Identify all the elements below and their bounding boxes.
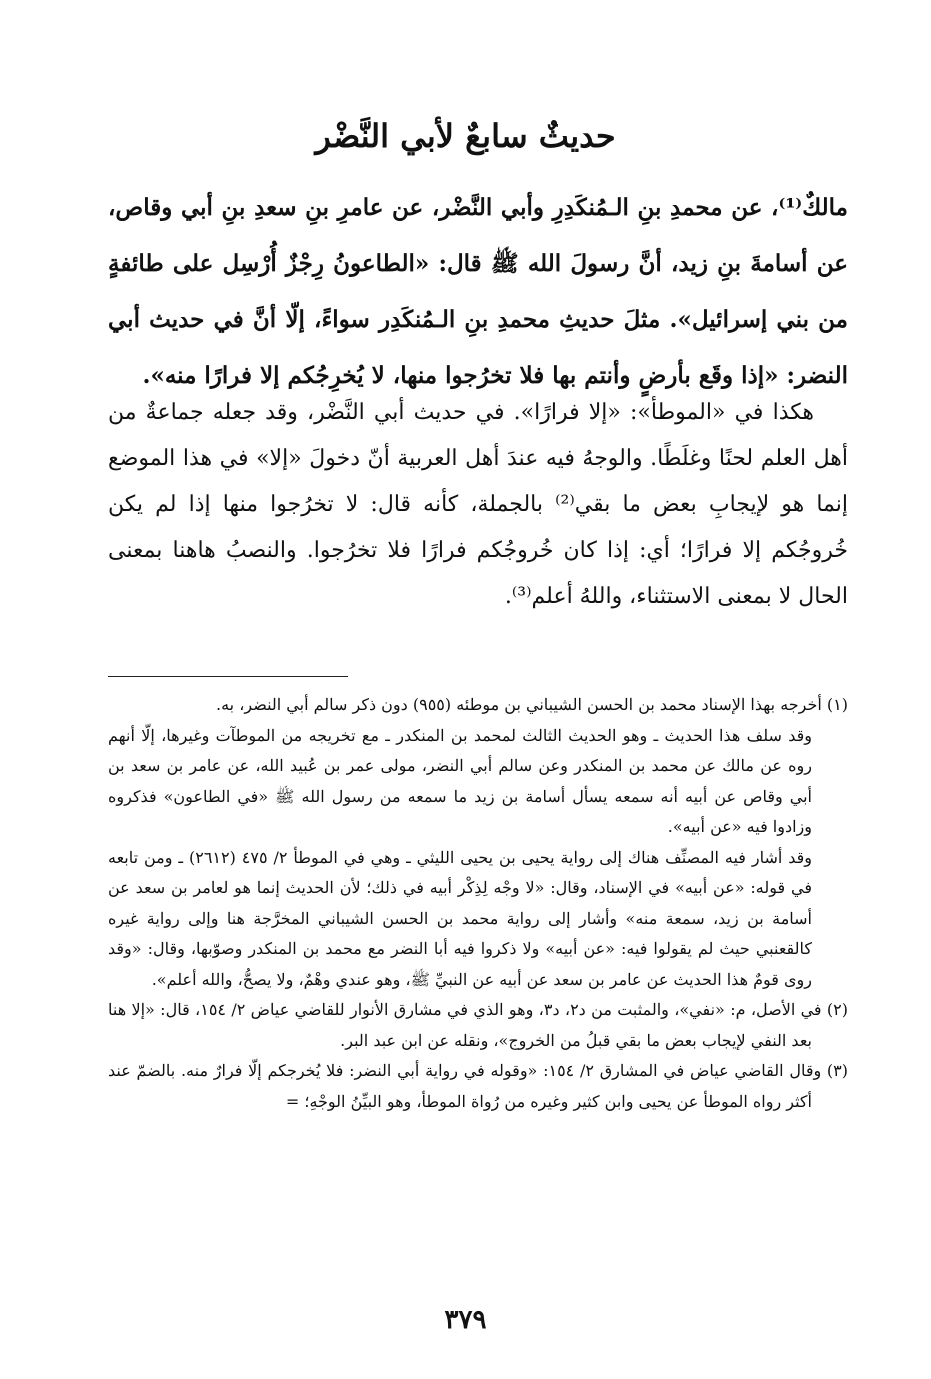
footnote-1-paragraph-3: وقد أشار فيه المصنِّف هناك إلى رواية يحيى بن يحيى الليثي ـ وهي في الموطأ ٢/ ٤٧٥ (٢٦١٢) ـ ومن تابعه في قوله: «عن أبيه» في الإسناد، وقال: «لا وجْه لِذِكْر أبيه في ذلك؛ لأن الحديث إنما هو لعامر بن سعد عن أسامة بن زيد، سمعة منه» وأشار إلى رواية محمد بن الحسن الشيباني المخرَّجة هنا وإلى رواية غيره كالقعنبي حيث لم يقولوا فيه: «عن أبيه» ولا ذكروا فيه أبا النضر مع محمد بن المنكدر وصوّبها، وقال: «وقد روى قومٌ هذا الحديث عن عامر بن سعد عن أبيه عن النبيِّ ﷺ، وهو عندي وهْمٌ، ولا يصحُّ، والله أعلم». — [108, 847, 812, 989]
commentary-text: هكذا في «الموطأ»: «إلا فرارًا». في حديث أبي النَّضْر، وقد جعله جماعةٌ من أهل العلم لحنًا وغلَطًا. والوجهُ فيه عندَ أهل العربية أنّ دخولَ «إلا» في هذا الموضع إنما هو لإيجابِ بعض ما بقي⁽²⁾ بالجملة، كأنه قال: لا تخرُجوا منها إذا لم يكن خُروجُكم إلا فرارًا؛ أي: إذا كان خُروجُكم فرارًا فلا تخرُجوا. والنصبُ هاهنا بمعنى الحال لا بمعنى الاستثناء، واللهُ أعلم⁽³⁾. — [108, 400, 848, 609]
footnote-1: (١) أخرجه بهذا الإسناد محمد بن الحسن الشيباني بن موطئه (٩٥٥) دون ذكر سالم أبي النضر، به. — [216, 695, 848, 714]
footnote-1-paragraph-2: وقد سلف هذا الحديث ـ وهو الحديث الثالث لمحمد بن المنكدر ـ مع تخريجه من الموطآت وغيرها، إلّا أنهم روه عن مالك عن محمد بن المنكدر وعن سالم أبي النضر، مولى عمر بن عُبيد الله، عن عامر بن سعد بن أبي وقاص عن أبيه أنه سمعه يسأل أسامة بن زيد ما سمعه من رسول الله ﷺ «في الطاعون» فذكروه وزادوا فيه «عن أبيه». — [108, 725, 812, 836]
footnotes — [108, 690, 848, 1117]
page-title: حديثٌ سابعٌ لأبي النَّضْر — [315, 117, 616, 155]
footnote-separator — [108, 676, 348, 677]
footnote-2: (٢) في الأصل، م: «نفي»، والمثبت من د٢، د٣، وهو الذي في مشارق الأنوار للقاضي عياض ٢/ ١٥٤، قال: «إلا هنا بعد النفي لإيجاب بعض ما بقي قبلُ من الخروج»، ونقله عن ابن عبد البر. — [108, 1000, 849, 1050]
footnote-3: (٣) وقال القاضي عياض في المشارق ٢/ ١٥٤: «وقوله في رواية أبي النضر: فلا يُخرجكم إلّا فرارٌ منه. بالضمّ عند أكثر رواه الموطأ عن يحيى وابن كثير وغيره من رُواة الموطأ، وهو البيِّنُ الوجْهِ؛ = — [108, 1061, 849, 1111]
page-number: ٣٧٩ — [444, 1305, 487, 1335]
hadith-text: مالكٌ⁽¹⁾، عن محمدِ بنِ الـمُنكَدِرِ وأبي النَّضْر، عن عامرِ بنِ سعدِ بنِ أبي وقاص، عن أسامةَ بنِ زيد، أنَّ رسولَ الله ﷺ قال: «الطاعونُ رِجْزٌ أُرْسِل على طائفةٍ من بني إسرائيل». مثلَ حديثِ محمدِ بنِ الـمُنكَدِر سواءً، إلّا أنَّ في حديث أبي النضر: «إذا وقَع بأرضٍ وأنتم بها فلا تخرُجوا منها، لا يُخرِجُكم إلا فرارًا منه». — [108, 194, 848, 389]
